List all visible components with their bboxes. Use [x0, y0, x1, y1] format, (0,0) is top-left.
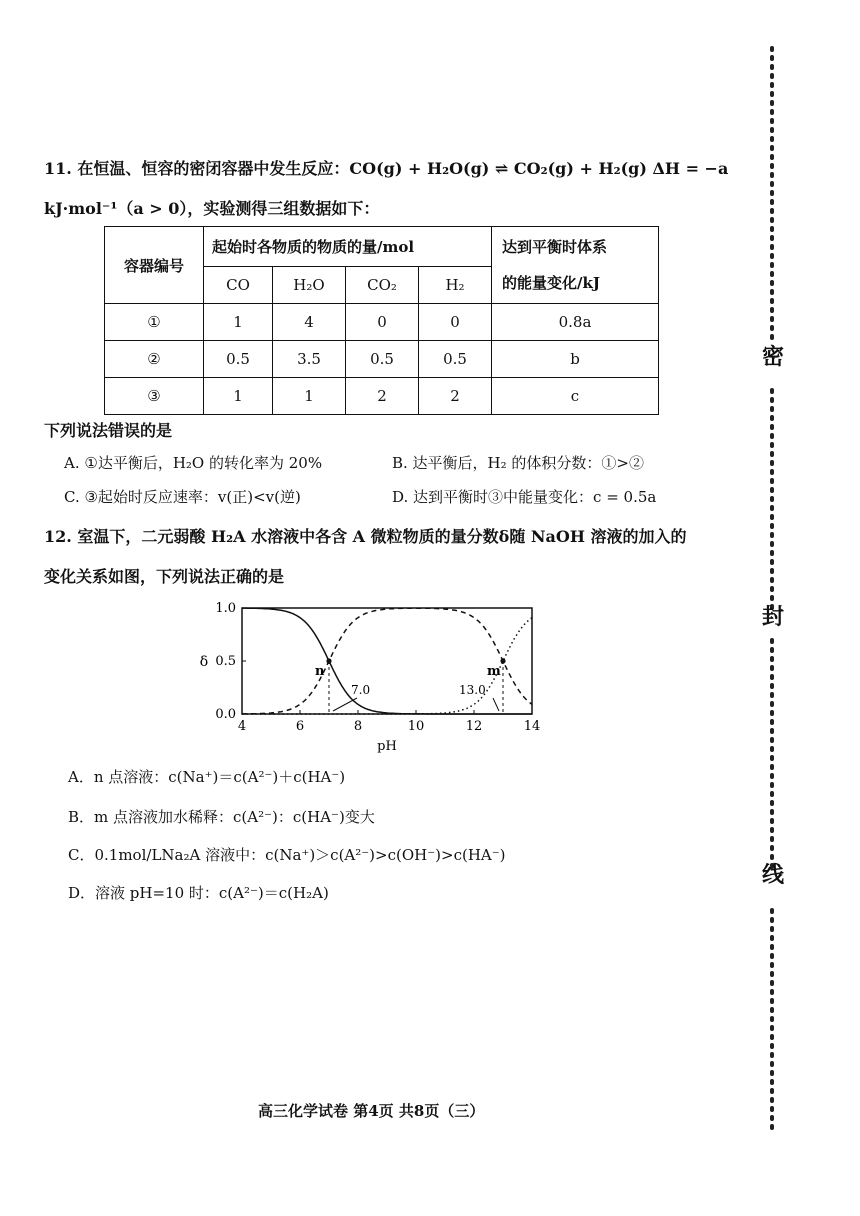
q12-option-b[interactable]: B．m 点溶液加水稀释：c(A²⁻)：c(HA⁻)变大: [68, 808, 375, 826]
table-cell: c: [492, 378, 659, 415]
table-cell: 0: [419, 304, 492, 341]
binding-char-mi: 密: [762, 344, 785, 370]
q11-prompt: 下列说法错误的是: [44, 421, 173, 440]
table-cell: 1: [204, 304, 273, 341]
point-label-n: n: [315, 664, 325, 679]
species-header: H₂O: [273, 267, 346, 304]
row-id: ③: [105, 378, 204, 415]
y-tick-label: 0.5: [215, 654, 236, 669]
pka-label: 13.0: [459, 683, 486, 697]
row-id: ②: [105, 341, 204, 378]
x-axis-label: pH: [377, 739, 397, 754]
table-row: [105, 304, 659, 341]
table-header-energy-line1: 达到平衡时体系: [502, 238, 608, 256]
table-cell: 1: [273, 378, 346, 415]
binding-char-xian: 线: [762, 862, 785, 888]
q12-option-d[interactable]: D．溶液 pH=10 时：c(A²⁻)＝c(H₂A): [68, 884, 329, 902]
q11-data-table: [104, 226, 659, 415]
table-cell: 0.5: [419, 341, 492, 378]
point-n: [326, 658, 331, 663]
y-axis-label: δ: [199, 654, 209, 670]
table-cell: 0.5: [346, 341, 419, 378]
q12-stem-line1: 12. 室温下，二元弱酸 H₂A 水溶液中各含 A 微粒物质的量分数δ随 NaOH 溶液的加入的: [44, 527, 687, 546]
table-cell: 0: [346, 304, 419, 341]
table-cell: 3.5: [273, 341, 346, 378]
species-header: H₂: [419, 267, 492, 304]
table-header-energy: [492, 227, 659, 304]
pka-label: 7.0: [351, 683, 371, 697]
table-cell: b: [492, 341, 659, 378]
q11-option-c[interactable]: C. ③起始时反应速率：v(正)<v(逆): [64, 488, 301, 506]
table-cell: 4: [273, 304, 346, 341]
table-cell: 2: [346, 378, 419, 415]
table-header-container: 容器编号: [105, 227, 204, 304]
x-tick-label: 14: [523, 719, 541, 734]
x-tick-label: 10: [407, 719, 425, 734]
q12-option-a[interactable]: A．n 点溶液：c(Na⁺)＝c(A²⁻)＋c(HA⁻): [68, 768, 346, 786]
q12-option-c[interactable]: C．0.1mol/LNa₂A 溶液中：c(Na⁺)＞c(A²⁻)>c(OH⁻)>c(HA⁻): [68, 846, 506, 864]
table-cell: 1: [204, 378, 273, 415]
row-id: ①: [105, 304, 204, 341]
x-tick-label: 6: [295, 719, 305, 734]
table-cell: 0.8a: [492, 304, 659, 341]
x-tick-label: 8: [353, 719, 363, 734]
point-m: [500, 658, 505, 663]
y-tick-label: 1.0: [215, 601, 236, 616]
table-header-energy-line2: 的能量变化/kJ: [502, 274, 600, 292]
q11-stem-line1: 11. 在恒温、恒容的密闭容器中发生反应：CO(g) + H₂O(g) ⇌ CO₂(g) + H₂(g) ΔH = −a: [44, 159, 729, 178]
table-row: [105, 378, 659, 415]
pka-arrow: [493, 698, 499, 711]
distribution-chart: [190, 596, 560, 766]
species-header: CO₂: [346, 267, 419, 304]
binding-char-feng: 封: [762, 604, 785, 630]
q11-option-d[interactable]: D. 达到平衡时③中能量变化：c = 0.5a: [392, 488, 657, 506]
q11-stem-line2: kJ·mol⁻¹（a > 0），实验测得三组数据如下：: [44, 199, 380, 218]
table-cell: 0.5: [204, 341, 273, 378]
table-header-initial: 起始时各物质的物质的量/mol: [204, 227, 492, 267]
chart-marks: [242, 608, 532, 714]
species-header: CO: [204, 267, 273, 304]
y-tick-label: 0.0: [215, 707, 236, 722]
table-row: [105, 341, 659, 378]
pka-arrow: [333, 698, 357, 711]
x-tick-label: 12: [465, 719, 483, 734]
series-line-solid: [242, 608, 532, 714]
point-label-m: m: [487, 664, 501, 679]
q11-option-b[interactable]: B. 达平衡后，H₂ 的体积分数：①>②: [392, 454, 644, 472]
series-line-dashed: [242, 608, 532, 714]
q11-option-a[interactable]: A. ①达平衡后，H₂O 的转化率为 20%: [64, 454, 323, 472]
x-tick-label: 4: [237, 719, 247, 734]
binding-dotted-line: [760, 40, 790, 1140]
plot-frame: [242, 608, 532, 714]
page-footer: 高三化学试卷 第4页 共8页（三）: [258, 1102, 485, 1120]
table-cell: 2: [419, 378, 492, 415]
q12-stem-line2: 变化关系如图，下列说法正确的是: [44, 567, 285, 586]
